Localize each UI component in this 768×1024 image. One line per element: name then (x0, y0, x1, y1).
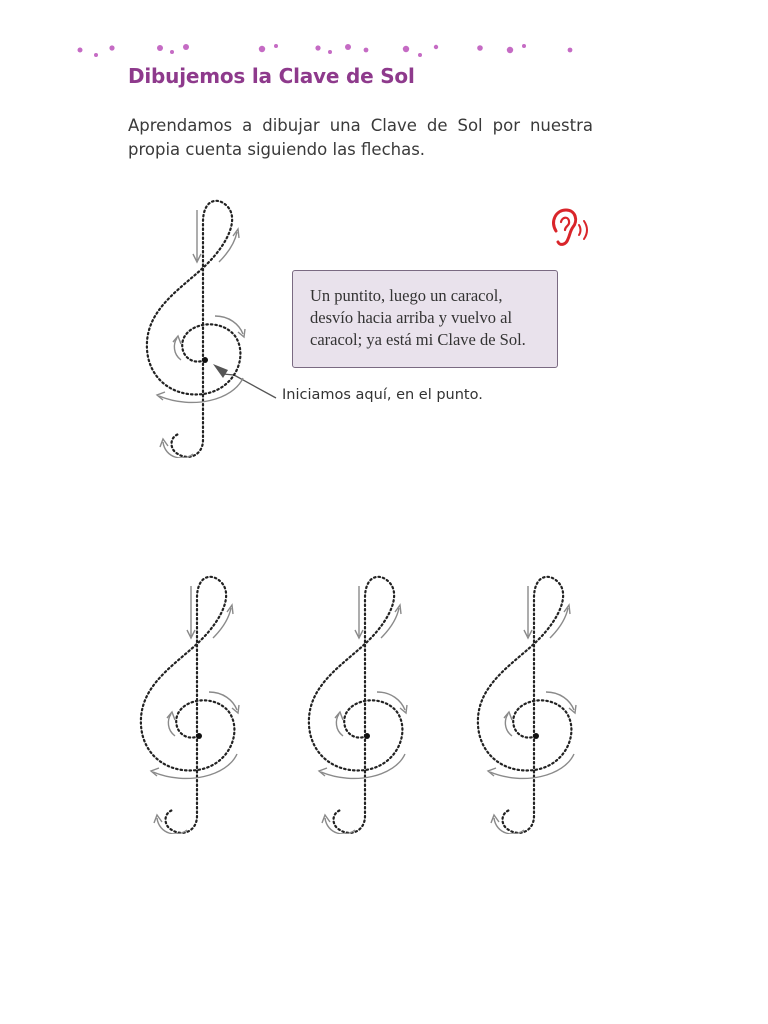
top-decoration (0, 0, 768, 60)
lesson-title: Dibujemos la Clave de Sol (128, 64, 415, 88)
ear-sound-icon (546, 207, 592, 253)
treble-clef-tracing-icon (309, 577, 403, 833)
treble-clef-example (143, 196, 253, 458)
treble-clef-tracing-icon (147, 201, 241, 457)
treble-clef-tracing-icon (141, 577, 235, 833)
lesson-instructions: Aprendamos a dibujar una Clave de Sol por nuestra propia cuenta siguiendo las flechas. (128, 116, 593, 159)
treble-clef-tracing-icon (478, 577, 572, 833)
rhyme-text: Un puntito, luego un caracol, desvío hacia arriba y vuelvo al caracol; ya está mi Clave de Sol. (310, 286, 526, 349)
treble-clef-practice-1 (137, 572, 247, 834)
start-point-label: Iniciamos aquí, en el punto. (282, 387, 483, 403)
treble-clef-practice-2 (305, 572, 415, 834)
treble-clef-practice-3 (474, 572, 584, 834)
